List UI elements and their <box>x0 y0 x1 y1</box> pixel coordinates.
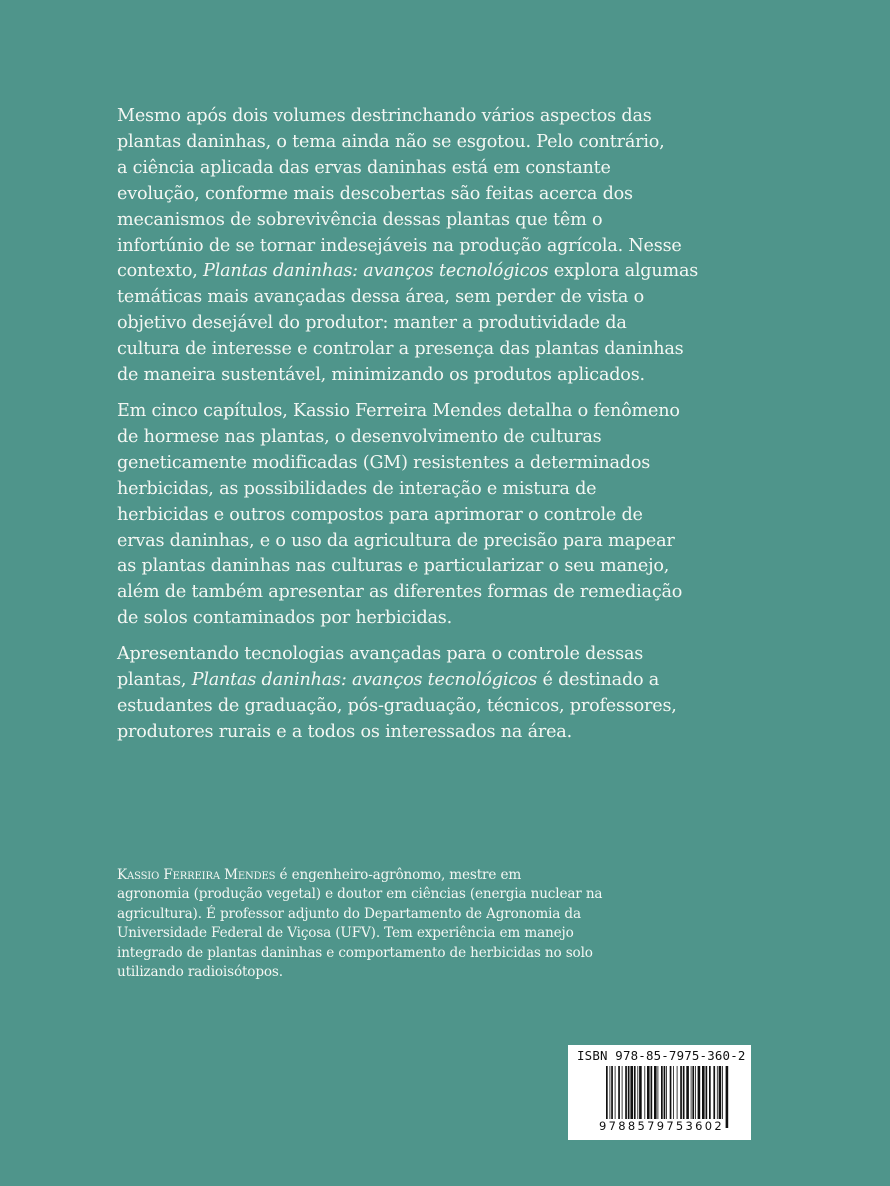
text-line <box>117 311 677 337</box>
text-line <box>117 668 677 694</box>
text-line <box>117 580 683 606</box>
text-line <box>117 337 684 363</box>
text-segment: contexto, <box>117 261 204 282</box>
text-segment: as plantas daninhas nas culturas e particularizar o seu manejo, <box>117 556 670 577</box>
text-segment: plantas, <box>117 670 192 691</box>
text-line <box>117 399 680 425</box>
text-segment: é destinado a <box>537 670 660 691</box>
text-segment: estudantes de graduação, pós-graduação, técnicos, professores, <box>117 695 677 716</box>
text-segment: infortúnio de se tornar indesejáveis na produção agrícola. Nesse <box>117 235 682 256</box>
text-line <box>117 885 603 904</box>
text-segment: produtores rurais e a todos os interessados na área. <box>117 721 572 742</box>
text-segment: Universidade Federal de Viçosa (UFV). Tem experiência em manejo <box>117 925 574 942</box>
text-segment: é engenheiro-agrônomo, mestre em <box>275 867 522 883</box>
text-line <box>117 130 677 156</box>
text-line <box>117 642 677 668</box>
text-segment: a ciência aplicada das ervas daninhas está em constante <box>117 157 611 178</box>
text-segment: cultura de interesse e controlar a presença das plantas daninhas <box>117 339 684 360</box>
text-segment: Mesmo após dois volumes destrinchando vários aspectos das <box>117 106 652 126</box>
author-name: Kassio Ferreira Mendes <box>117 867 276 883</box>
text-segment: herbicidas e outros compostos para aprimorar o controle de <box>117 504 643 525</box>
description-paragraph <box>117 104 699 389</box>
text-line <box>117 182 677 208</box>
text-segment: agricultura). É professor adjunto do Departamento de Agronomia da <box>117 905 581 922</box>
text-segment: além de também apresentar as diferentes formas de remediação <box>117 582 683 603</box>
text-line <box>117 477 677 503</box>
book-title-italic: Plantas daninhas: avanços tecnológicos <box>191 670 538 691</box>
text-segment: herbicidas, as possibilidades de interação e mistura de <box>117 478 597 499</box>
text-line <box>117 156 677 182</box>
isbn-digits: 9788579753602 <box>599 1119 725 1133</box>
back-cover-description <box>117 104 699 756</box>
description-paragraph <box>117 642 677 746</box>
text-line <box>117 285 677 311</box>
text-segment: de solos contaminados por herbicidas. <box>117 608 453 629</box>
text-segment: agronomia (produção vegetal) e doutor em ciências (energia nuclear na <box>117 886 603 903</box>
text-segment: explora algumas <box>548 261 699 282</box>
text-segment: de maneira sustentável, minimizando os produtos aplicados. <box>117 365 645 386</box>
text-line <box>117 503 677 529</box>
text-line <box>117 866 577 885</box>
text-line <box>117 234 682 260</box>
text-segment: Apresentando tecnologias avançadas para o controle dessas <box>117 644 644 665</box>
text-line <box>117 694 677 720</box>
text-line <box>117 529 677 555</box>
text-line <box>117 554 677 580</box>
text-segment: de hormese nas plantas, o desenvolvimento de culturas <box>117 426 602 447</box>
description-paragraph <box>117 399 683 632</box>
barcode-bar <box>726 1066 729 1128</box>
text-line <box>117 451 677 477</box>
text-line <box>117 606 677 632</box>
text-segment: ervas daninhas, e o uso da agricultura de precisão para mapear <box>117 530 675 551</box>
text-segment: utilizando radioisótopos. <box>117 964 283 981</box>
text-line <box>117 104 677 130</box>
text-segment: mecanismos de sobrevivência dessas plantas que têm o <box>117 209 603 230</box>
text-line <box>117 905 581 924</box>
text-line <box>117 259 699 285</box>
isbn-label: ISBN 978-85-7975-360-2 <box>577 1048 746 1063</box>
book-title-italic: Plantas daninhas: avanços tecnológicos <box>203 261 549 282</box>
text-line <box>117 924 577 943</box>
text-segment: geneticamente modificadas (GM) resistentes a determinados <box>117 452 651 473</box>
text-line <box>117 963 577 982</box>
text-segment: evolução, conforme mais descobertas são feitas acerca dos <box>117 183 633 204</box>
text-segment: Em cinco capítulos, Kassio Ferreira Mendes detalha o fenômeno <box>117 400 680 421</box>
isbn-barcode-box <box>568 1045 751 1140</box>
text-line <box>117 425 677 451</box>
text-line <box>117 944 593 963</box>
text-segment: objetivo desejável do produtor: manter a produtividade da <box>117 313 627 334</box>
text-line <box>117 208 677 234</box>
text-segment: temáticas mais avançadas dessa área, sem perder de vista o <box>117 287 644 308</box>
text-segment: integrado de plantas daninhas e comportamento de herbicidas no solo <box>117 944 593 961</box>
text-line <box>117 363 677 389</box>
text-line <box>117 720 677 746</box>
author-bio <box>117 866 603 982</box>
text-segment: plantas daninhas, o tema ainda não se esgotou. Pelo contrário, <box>117 131 665 152</box>
